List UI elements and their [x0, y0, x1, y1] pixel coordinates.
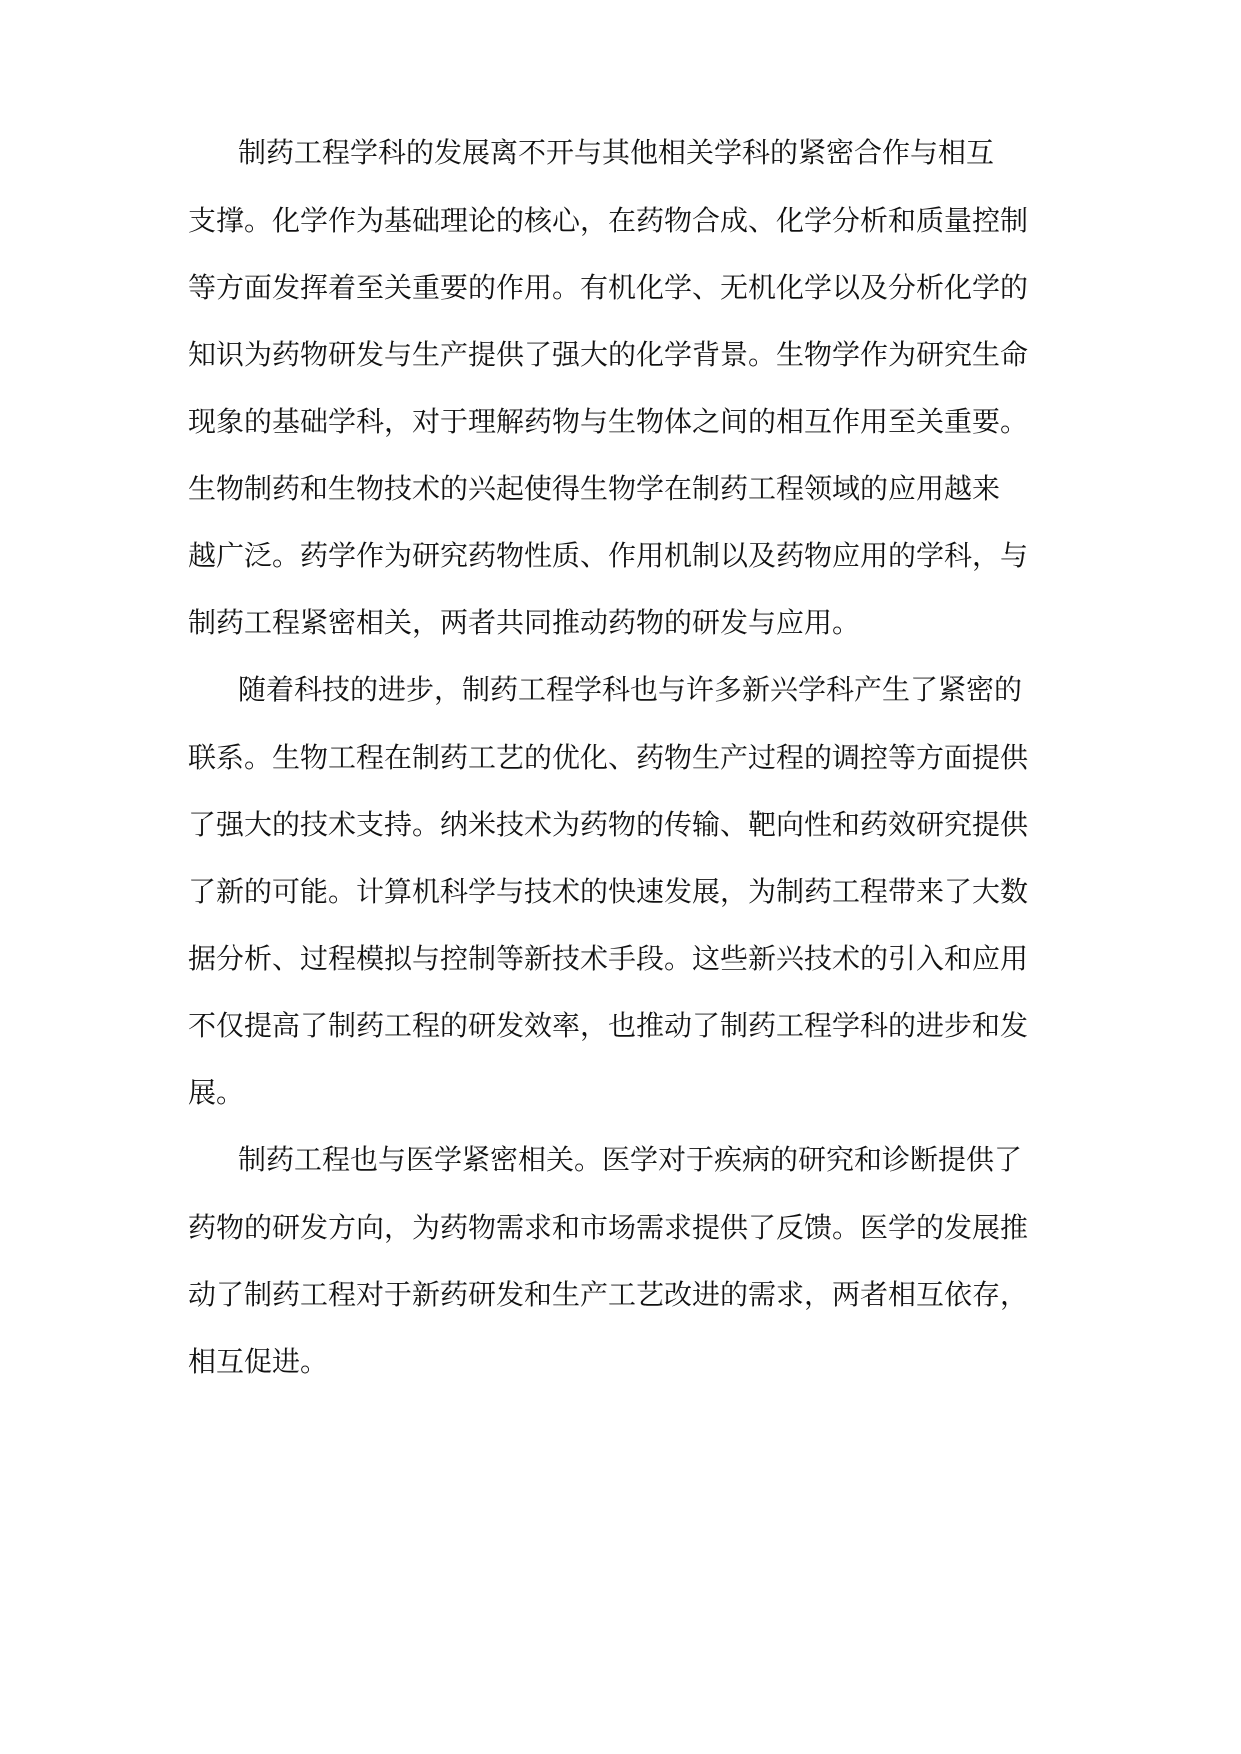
paragraph-1-line-3: 等方面发挥着至关重要的作用。有机化学、无机化学以及分析化学的: [188, 271, 1029, 304]
paragraph-2-line-6: 不仅提高了制药工程的研发效率，也推动了制药工程学科的进步和发: [188, 1009, 1029, 1042]
paragraph-3-line-4: 相互促进。: [188, 1345, 329, 1378]
paragraph-3-line-2: 药物的研发方向，为药物需求和市场需求提供了反馈。医学的发展推: [188, 1211, 1029, 1244]
paragraph-2-line-1: 随着科技的进步，制药工程学科也与许多新兴学科产生了紧密的: [238, 673, 1023, 706]
paragraph-3-line-3: 动了制药工程对于新药研发和生产工艺改进的需求，两者相互依存，: [188, 1278, 1029, 1311]
paragraph-1-line-6: 生物制药和生物技术的兴起使得生物学在制药工程领域的应用越来: [188, 472, 1001, 505]
paragraph-2-line-4: 了新的可能。计算机科学与技术的快速发展，为制药工程带来了大数: [188, 875, 1029, 908]
paragraph-1-line-5: 现象的基础学科，对于理解药物与生物体之间的相互作用至关重要。: [188, 405, 1029, 438]
paragraph-2-line-3: 了强大的技术支持。纳米技术为药物的传输、靶向性和药效研究提供: [188, 808, 1029, 841]
paragraph-1-line-2: 支撑。化学作为基础理论的核心，在药物合成、化学分析和质量控制: [188, 204, 1029, 237]
paragraph-2-line-5: 据分析、过程模拟与控制等新技术手段。这些新兴技术的引入和应用: [188, 942, 1029, 975]
paragraph-3-line-1: 制药工程也与医学紧密相关。医学对于疾病的研究和诊断提供了: [238, 1143, 1023, 1176]
paragraph-1-line-4: 知识为药物研发与生产提供了强大的化学背景。生物学作为研究生命: [188, 338, 1029, 371]
paragraph-2-line-7: 展。: [188, 1076, 245, 1109]
paragraph-2-line-2: 联系。生物工程在制药工艺的优化、药物生产过程的调控等方面提供: [188, 741, 1029, 774]
paragraph-1-line-8: 制药工程紧密相关，两者共同推动药物的研发与应用。: [188, 606, 861, 639]
paragraph-1-line-1: 制药工程学科的发展离不开与其他相关学科的紧密合作与相互: [238, 136, 995, 169]
paragraph-1-line-7: 越广泛。药学作为研究药物性质、作用机制以及药物应用的学科，与: [188, 539, 1029, 572]
